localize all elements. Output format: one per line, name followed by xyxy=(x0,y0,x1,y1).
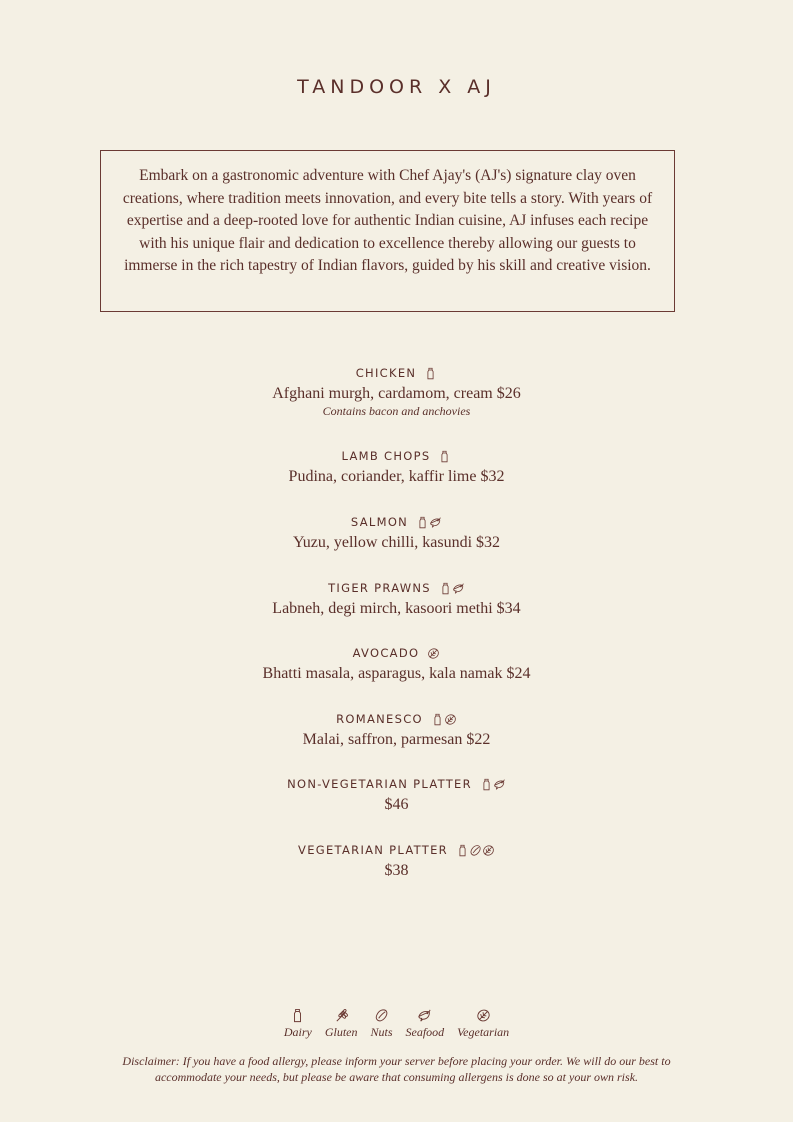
menu-item-name: ROMANESCO xyxy=(336,712,423,726)
allergen-icons xyxy=(439,582,465,595)
menu-item-name: SALMON xyxy=(350,515,409,529)
legend-item-dairy xyxy=(284,1008,312,1040)
menu-item xyxy=(0,710,793,750)
menu-item xyxy=(0,447,793,487)
dairy-icon xyxy=(424,367,437,380)
menu-item-note: Contains bacon and anchovies xyxy=(322,404,471,418)
menu-item-name-row xyxy=(336,711,457,727)
menu-item xyxy=(0,841,793,881)
dairy-icon xyxy=(438,450,451,463)
menu-item-name: NON-VEGETARIAN PLATTER xyxy=(287,777,472,791)
menu-item-description: Yuzu, yellow chilli, kasundi $32 xyxy=(292,534,501,551)
legend-item-nuts xyxy=(370,1008,392,1040)
menu-item-name-row xyxy=(342,448,452,464)
menu-item-name: AVOCADO xyxy=(352,646,420,660)
menu-item-name: TIGER PRAWNS xyxy=(328,581,431,595)
seafood-icon xyxy=(452,582,465,595)
legend-item-gluten xyxy=(325,1008,358,1040)
menu-item-description: Bhatti masala, asparagus, kala namak $24 xyxy=(262,665,531,682)
menu-item-name-row xyxy=(328,580,465,596)
nuts-icon xyxy=(469,844,482,857)
allergen-legend xyxy=(0,1008,793,1040)
legend-item-vegetarian xyxy=(457,1008,509,1040)
gluten-icon xyxy=(334,1008,349,1023)
allergen-icons xyxy=(456,844,495,857)
intro-text: Embark on a gastronomic adventure with Chef Ajay's (AJ's) signature clay oven creations, where tradition meets innovation, and every bite tells a story. With years of expertise and a deep-rooted love for authentic Indian cuisine, AJ infuses each recipe with his unique flair and dedication to excellence thereby allowing our guests to immerse in the rich tapestry of Indian flavors, guided by his skill and creative vision. xyxy=(122,167,653,275)
menu-item-name-row xyxy=(298,842,495,858)
menu-title: TANDOOR X AJ xyxy=(297,76,496,98)
vegetarian-icon xyxy=(444,713,457,726)
menu-item-name-row xyxy=(356,365,438,381)
menu-item-description: Afghani murgh, cardamom, cream $26 xyxy=(272,385,521,402)
menu-item-name-row xyxy=(287,776,506,792)
menu-item-description: Malai, saffron, parmesan $22 xyxy=(302,731,491,748)
seafood-icon xyxy=(429,516,442,529)
menu-item-description: $38 xyxy=(384,862,409,879)
dairy-icon xyxy=(439,582,452,595)
dairy-icon xyxy=(416,516,429,529)
allergen-icons xyxy=(416,516,442,529)
intro-box xyxy=(100,150,675,312)
menu-item xyxy=(0,579,793,619)
menu-item-description: Pudina, coriander, kaffir lime $32 xyxy=(288,468,505,485)
menu-item xyxy=(0,364,793,419)
allergen-icons xyxy=(480,778,506,791)
menu-item xyxy=(0,644,793,684)
menu-item-name: CHICKEN xyxy=(355,366,417,380)
vegetarian-icon xyxy=(427,647,440,660)
nuts-icon xyxy=(374,1008,389,1023)
menu-item-description: Labneh, degi mirch, kasoori methi $34 xyxy=(272,600,521,617)
menu-item-description: $46 xyxy=(384,796,409,813)
menu-item xyxy=(0,513,793,553)
legend-label: Nuts xyxy=(370,1025,393,1039)
allergen-icons xyxy=(427,647,440,660)
dairy-icon xyxy=(290,1008,305,1023)
legend-label: Gluten xyxy=(324,1025,358,1039)
allergen-icons xyxy=(431,713,457,726)
allergen-icons xyxy=(424,367,437,380)
menu-item-name-row xyxy=(353,645,441,661)
menu-item xyxy=(0,775,793,815)
legend-item-seafood xyxy=(406,1008,445,1040)
dairy-icon xyxy=(456,844,469,857)
seafood-icon xyxy=(417,1008,432,1023)
allergen-icons xyxy=(438,450,451,463)
menu-item-name: LAMB CHOPS xyxy=(341,449,431,463)
legend-label: Dairy xyxy=(283,1025,312,1039)
legend-label: Seafood xyxy=(405,1025,445,1039)
vegetarian-icon xyxy=(476,1008,491,1023)
legend-label: Vegetarian xyxy=(457,1025,510,1039)
disclaimer-text: Disclaimer: If you have a food allergy, please inform your server before placing your order. We will do our best to accommodate your needs, but please be aware that consuming allergens is done so at your own risk. xyxy=(122,1054,671,1084)
menu-item-name-row xyxy=(351,514,442,530)
dairy-icon xyxy=(480,778,493,791)
dairy-icon xyxy=(431,713,444,726)
seafood-icon xyxy=(493,778,506,791)
vegetarian-icon xyxy=(482,844,495,857)
menu-item-name: VEGETARIAN PLATTER xyxy=(298,843,448,857)
